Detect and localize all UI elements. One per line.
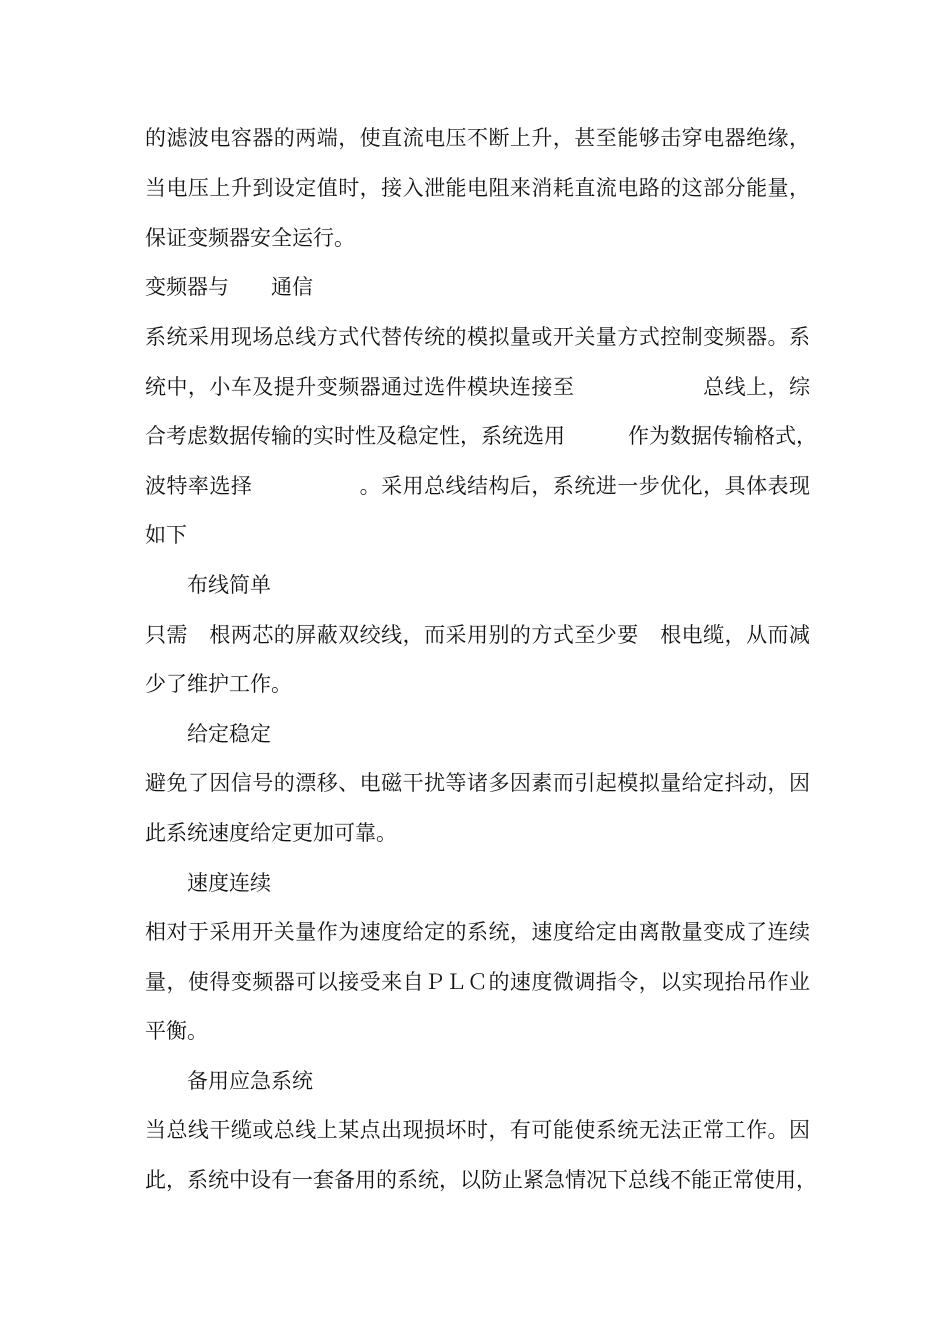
paragraph-line: 系统采用现场总线方式代替传统的模拟量或开关量方式控制变频器。系 [145,325,810,349]
paragraph-line: 避免了因信号的漂移、电磁干扰等诸多因素而引起模拟量给定抖动，因 [145,771,810,795]
section-heading: 布线简单 [145,573,271,597]
paragraph-line: 相对于采用开关量作为速度给定的系统，速度给定由离散量变成了连续 [145,920,810,944]
section-heading: 给定稳定 [145,722,271,746]
paragraph-line: 如下 [145,523,187,547]
paragraph-line: 合考虑数据传输的实时性及稳定性，系统选用 作为数据传输格式， [145,424,817,448]
paragraph-line: 量，使得变频器可以接受来自ＰＬＣ的速度微调指令，以实现抬吊作业 [145,970,810,994]
paragraph-line: 只需 根两芯的屏蔽双绞线，而采用别的方式至少要 根电缆，从而减 [145,623,810,647]
paragraph-line: 平衡。 [145,1019,208,1043]
section-heading: 速度连续 [145,871,271,895]
paragraph-line: 当电压上升到设定值时，接入泄能电阻来消耗直流电路的这部分能量， [145,176,810,200]
section-heading: 备用应急系统 [145,1069,313,1093]
paragraph-line: 的滤波电容器的两端，使直流电压不断上升，甚至能够击穿电器绝缘， [145,126,810,150]
paragraph-line: 波特率选择 。采用总线结构后，系统进一步优化，具体表现 [145,474,810,498]
paragraph-line: 当总线干缆或总线上某点出现损坏时，有可能使系统无法正常工作。因 [145,1118,810,1142]
paragraph-line: 保证变频器安全运行。 [145,226,355,250]
paragraph-line: 此，系统中设有一套备用的系统，以防止紧急情况下总线不能正常使用， [145,1168,817,1192]
section-heading: 变频器与 通信 [145,275,313,299]
paragraph-line: 统中，小车及提升变频器通过选件模块连接至 总线上，综 [145,375,810,399]
paragraph-line: 此系统速度给定更加可靠。 [145,821,397,845]
paragraph-line: 少了维护工作。 [145,672,292,696]
